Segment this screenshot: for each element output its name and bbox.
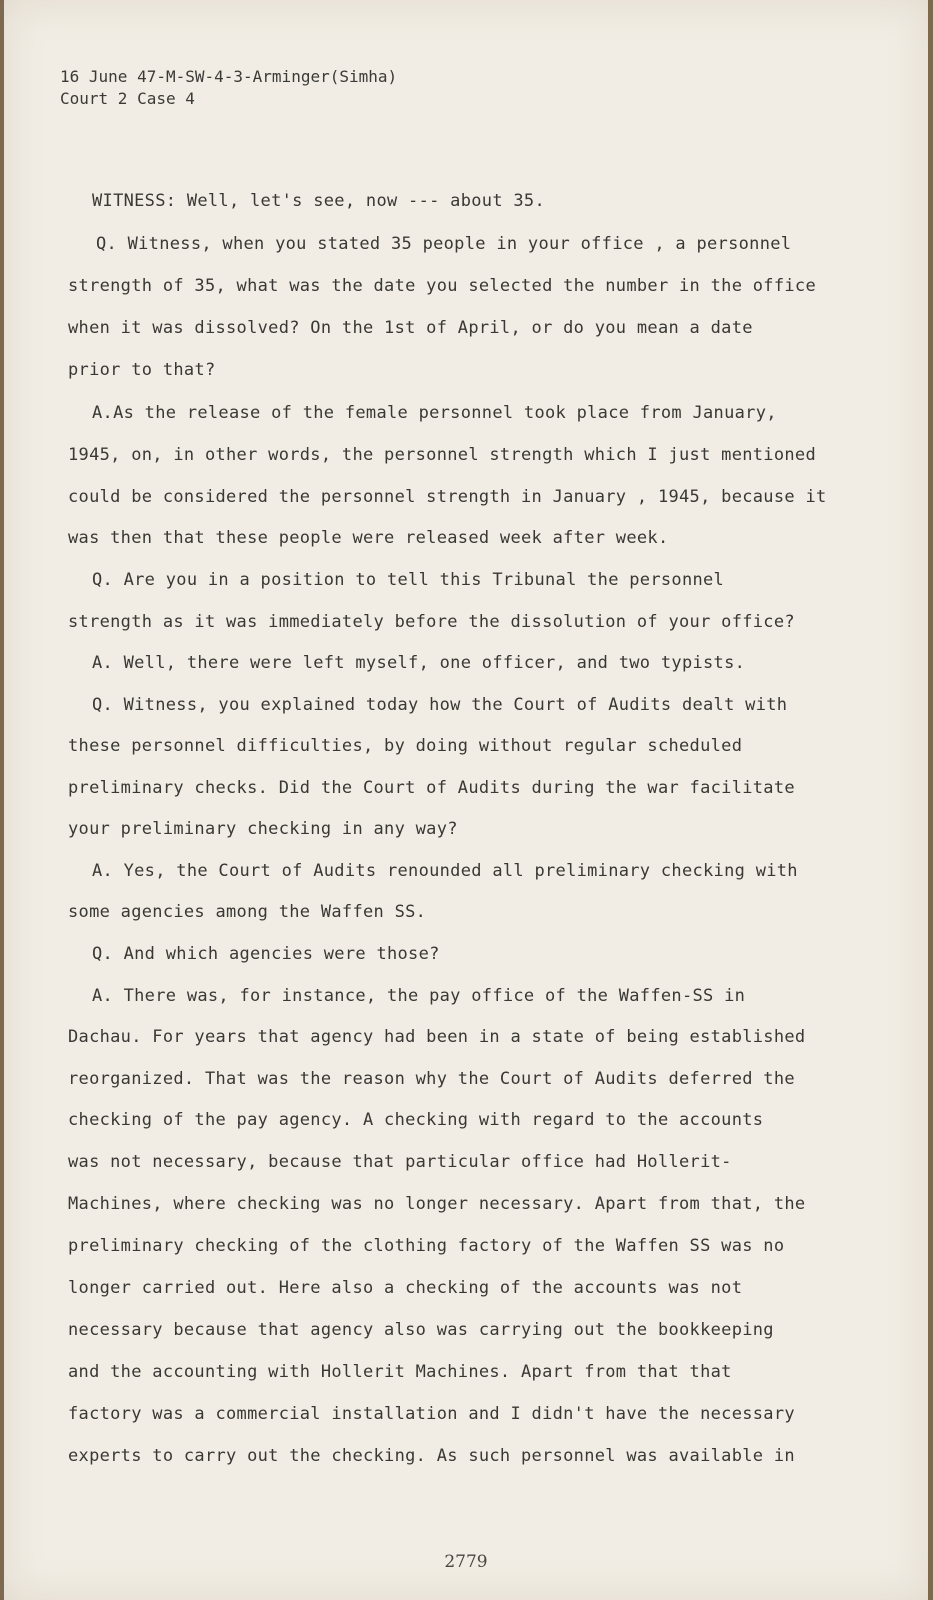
- transcript-line: Q. Witness, when you stated 35 people in your office , a personnel: [96, 234, 792, 254]
- transcript-line: when it was dissolved? On the 1st of April, or do you mean a date: [68, 318, 753, 338]
- transcript-line: some agencies among the Waffen SS.: [68, 902, 427, 922]
- transcript-line: reorganized. That was the reason why the Court of Audits deferred the: [68, 1069, 795, 1089]
- transcript-line: WITNESS: Well, let's see, now --- about 35.: [92, 191, 545, 211]
- transcript-line: A.As the release of the female personnel took place from January,: [92, 403, 777, 423]
- transcript-line: and the accounting with Hollerit Machines. Apart from that that: [68, 1362, 732, 1382]
- transcript-line: A. Well, there were left myself, one officer, and two typists.: [92, 653, 746, 673]
- transcript-line: preliminary checks. Did the Court of Audits during the war facilitate: [68, 778, 795, 798]
- transcript-line: A. Yes, the Court of Audits renounded all preliminary checking with: [92, 861, 798, 881]
- transcript-line: longer carried out. Here also a checking of the accounts was not: [68, 1278, 743, 1298]
- document-page: [4, 0, 928, 1600]
- transcript-line: Q. Are you in a position to tell this Tribunal the personnel: [92, 570, 725, 590]
- transcript-line: preliminary checking of the clothing factory of the Waffen SS was no: [68, 1236, 785, 1256]
- transcript-line: Machines, where checking was no longer necessary. Apart from that, the: [68, 1194, 806, 1214]
- transcript-line: necessary because that agency also was carrying out the bookkeeping: [68, 1320, 774, 1340]
- transcript-line: experts to carry out the checking. As such personnel was available in: [68, 1446, 795, 1466]
- header-court-case: Court 2 Case 4: [60, 89, 195, 108]
- transcript-line: prior to that?: [68, 360, 216, 380]
- transcript-line: strength as it was immediately before the dissolution of your office?: [68, 612, 795, 632]
- transcript-line: could be considered the personnel strength in January , 1945, because it: [68, 487, 827, 507]
- transcript-line: Q. Witness, you explained today how the Court of Audits dealt with: [92, 695, 788, 715]
- page-number: 2779: [444, 1552, 488, 1572]
- transcript-line: factory was a commercial installation and I didn't have the necessary: [68, 1404, 795, 1424]
- transcript-line: was not necessary, because that particular office had Hollerit-: [68, 1152, 732, 1172]
- transcript-line: checking of the pay agency. A checking with regard to the accounts: [68, 1110, 764, 1130]
- transcript-line: your preliminary checking in any way?: [68, 819, 458, 839]
- transcript-line: Dachau. For years that agency had been in a state of being established: [68, 1027, 806, 1047]
- transcript-line: strength of 35, what was the date you selected the number in the office: [68, 276, 816, 296]
- transcript-line: Q. And which agencies were those?: [92, 944, 440, 964]
- transcript-line: was then that these people were released week after week.: [68, 528, 669, 548]
- transcript-line: 1945, on, in other words, the personnel strength which I just mentioned: [68, 445, 816, 465]
- transcript-line: these personnel difficulties, by doing without regular scheduled: [68, 736, 743, 756]
- transcript-body: [4, 0, 928, 1600]
- header-case-reference: 16 June 47-M-SW-4-3-Arminger(Simha): [60, 67, 398, 86]
- transcript-line: A. There was, for instance, the pay office of the Waffen-SS in: [92, 986, 746, 1006]
